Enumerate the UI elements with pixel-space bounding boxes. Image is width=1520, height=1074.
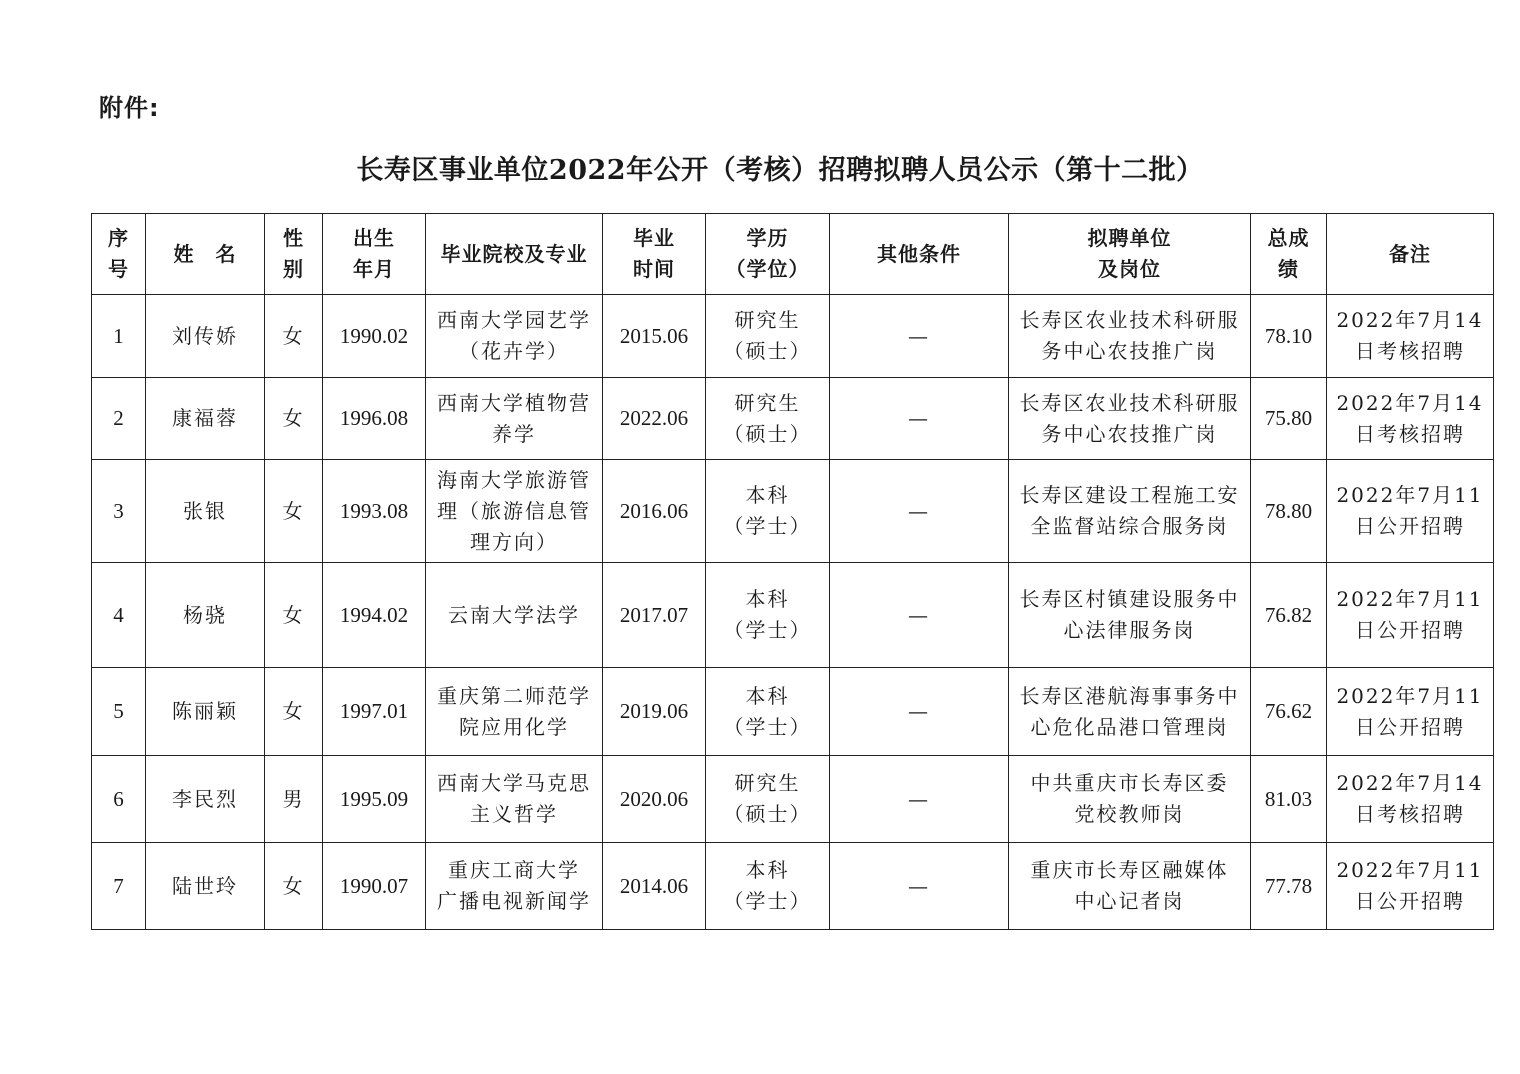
cell-school-line: 重庆第二师范学 bbox=[437, 683, 591, 708]
cell-other: — bbox=[830, 843, 1009, 930]
cell-note bbox=[1327, 843, 1494, 930]
cell-gender: 女 bbox=[265, 843, 323, 930]
cell-education-line: 本科 bbox=[745, 587, 790, 611]
header-name bbox=[146, 214, 265, 295]
header-text: 时间 bbox=[633, 257, 675, 281]
cell-school-line: 广播电视新闻学 bbox=[437, 889, 591, 913]
cell-unit-line: 中心记者岗 bbox=[1074, 889, 1185, 913]
cell-note-line: 日公开招聘 bbox=[1355, 714, 1465, 739]
header-text: 性 bbox=[283, 226, 304, 250]
header-grad-time bbox=[603, 214, 706, 295]
cell-education bbox=[706, 843, 830, 930]
cell-school-line: 西南大学园艺学 bbox=[437, 308, 591, 332]
cell-grad-time: 2022.06 bbox=[603, 378, 706, 460]
cell-gender: 女 bbox=[265, 295, 323, 378]
header-no bbox=[92, 214, 146, 295]
header-text: 总成 bbox=[1267, 226, 1310, 250]
cell-education bbox=[706, 756, 830, 843]
cell-note-line: 2022年7月11 bbox=[1336, 683, 1484, 708]
cell-birth: 1997.01 bbox=[323, 668, 426, 756]
cell-school-line: 西南大学植物营 bbox=[437, 390, 591, 415]
cell-other: — bbox=[830, 756, 1009, 843]
cell-education-line: （学士） bbox=[723, 618, 812, 642]
cell-other: — bbox=[830, 295, 1009, 378]
cell-note bbox=[1327, 668, 1494, 756]
cell-grad-time: 2019.06 bbox=[603, 668, 706, 756]
cell-birth: 1990.02 bbox=[323, 295, 426, 378]
cell-note-line: 2022年7月11 bbox=[1336, 483, 1484, 507]
cell-no: 5 bbox=[92, 668, 146, 756]
cell-note bbox=[1327, 378, 1494, 460]
cell-school-line: 云南大学法学 bbox=[448, 602, 580, 627]
header-text: 学历 bbox=[746, 226, 789, 250]
cell-score: 78.10 bbox=[1251, 295, 1327, 378]
cell-education-line: （硕士） bbox=[723, 339, 812, 363]
header-text: 毕业 bbox=[633, 226, 675, 250]
cell-grad-time: 2020.06 bbox=[603, 756, 706, 843]
header-text: 备注 bbox=[1389, 241, 1431, 266]
cell-no: 1 bbox=[92, 295, 146, 378]
cell-school bbox=[426, 563, 603, 668]
cell-school-line: 院应用化学 bbox=[459, 714, 569, 739]
document-title: 长寿区事业单位2022年公开（考核）招聘拟聘人员公示（第十二批） bbox=[356, 155, 1204, 186]
cell-note-line: 2022年7月11 bbox=[1336, 587, 1484, 611]
cell-other: — bbox=[830, 378, 1009, 460]
cell-unit bbox=[1009, 378, 1251, 460]
header-education bbox=[706, 214, 830, 295]
header-text: 拟聘单位 bbox=[1087, 226, 1172, 250]
cell-unit-line: 长寿区建设工程施工安 bbox=[1019, 483, 1240, 507]
cell-unit bbox=[1009, 295, 1251, 378]
cell-unit bbox=[1009, 756, 1251, 843]
cell-name: 杨骁 bbox=[146, 563, 265, 668]
candidates-table bbox=[91, 213, 1494, 930]
cell-birth: 1995.09 bbox=[323, 756, 426, 843]
cell-grad-time: 2016.06 bbox=[603, 460, 706, 563]
cell-unit-line: 心法律服务岗 bbox=[1063, 618, 1196, 642]
cell-unit bbox=[1009, 668, 1251, 756]
cell-school-line: 主义哲学 bbox=[470, 802, 558, 826]
cell-score: 78.80 bbox=[1251, 460, 1327, 563]
table-row bbox=[92, 460, 1494, 563]
table-row bbox=[92, 295, 1494, 378]
cell-note-line: 日考核招聘 bbox=[1355, 802, 1465, 826]
cell-unit bbox=[1009, 843, 1251, 930]
cell-note bbox=[1327, 295, 1494, 378]
cell-no: 7 bbox=[92, 843, 146, 930]
cell-score: 75.80 bbox=[1251, 378, 1327, 460]
header-score bbox=[1251, 214, 1327, 295]
cell-grad-time: 2017.07 bbox=[603, 563, 706, 668]
cell-unit bbox=[1009, 460, 1251, 563]
cell-education-line: 研究生 bbox=[734, 390, 801, 415]
cell-unit-line: 重庆市长寿区融媒体 bbox=[1030, 858, 1229, 882]
cell-education-line: （学士） bbox=[723, 714, 812, 739]
cell-note-line: 日考核招聘 bbox=[1355, 339, 1465, 363]
header-text: 其他条件 bbox=[877, 241, 961, 266]
cell-education bbox=[706, 295, 830, 378]
cell-birth: 1993.08 bbox=[323, 460, 426, 563]
header-unit bbox=[1009, 214, 1251, 295]
cell-score: 81.03 bbox=[1251, 756, 1327, 843]
cell-unit-line: 务中心农技推广岗 bbox=[1041, 421, 1218, 446]
cell-note-line: 2022年7月14 bbox=[1336, 771, 1484, 795]
cell-grad-time: 2015.06 bbox=[603, 295, 706, 378]
cell-name: 张银 bbox=[146, 460, 265, 563]
cell-gender: 女 bbox=[265, 563, 323, 668]
attachment-label: 附件: bbox=[99, 94, 160, 122]
cell-school-line: （花卉学） bbox=[459, 339, 569, 363]
cell-school-line: 养学 bbox=[492, 421, 536, 446]
cell-note-line: 日公开招聘 bbox=[1355, 889, 1465, 913]
cell-school bbox=[426, 756, 603, 843]
cell-gender: 女 bbox=[265, 378, 323, 460]
table-header-row bbox=[92, 214, 1494, 295]
header-other bbox=[830, 214, 1009, 295]
cell-school bbox=[426, 378, 603, 460]
table-row bbox=[92, 378, 1494, 460]
cell-education bbox=[706, 460, 830, 563]
header-school bbox=[426, 214, 603, 295]
cell-score: 77.78 bbox=[1251, 843, 1327, 930]
cell-school-line: 海南大学旅游管 bbox=[437, 467, 591, 492]
table-row bbox=[92, 843, 1494, 930]
header-text: 年月 bbox=[353, 257, 395, 281]
cell-no: 4 bbox=[92, 563, 146, 668]
cell-name: 李民烈 bbox=[146, 756, 265, 843]
cell-education bbox=[706, 563, 830, 668]
cell-unit-line: 党校教师岗 bbox=[1074, 802, 1185, 826]
header-text: 序 bbox=[108, 226, 129, 250]
cell-unit bbox=[1009, 563, 1251, 668]
cell-name: 康福蓉 bbox=[146, 378, 265, 460]
table-row bbox=[92, 668, 1494, 756]
cell-school-line: 理方向） bbox=[470, 529, 558, 554]
header-birth bbox=[323, 214, 426, 295]
header-text: 姓 名 bbox=[173, 241, 237, 266]
cell-note-line: 2022年7月14 bbox=[1336, 308, 1484, 332]
header-text: 绩 bbox=[1278, 257, 1299, 281]
cell-name: 陈丽颖 bbox=[146, 668, 265, 756]
cell-school bbox=[426, 843, 603, 930]
cell-school bbox=[426, 460, 603, 563]
cell-gender: 女 bbox=[265, 460, 323, 563]
cell-note-line: 日公开招聘 bbox=[1355, 618, 1465, 642]
cell-education-line: （硕士） bbox=[723, 802, 812, 826]
cell-unit-line: 长寿区农业技术科研服 bbox=[1019, 308, 1240, 332]
cell-grad-time: 2014.06 bbox=[603, 843, 706, 930]
header-note bbox=[1327, 214, 1494, 295]
header-text: 及岗位 bbox=[1098, 257, 1161, 281]
cell-birth: 1994.02 bbox=[323, 563, 426, 668]
header-gender bbox=[265, 214, 323, 295]
cell-note bbox=[1327, 756, 1494, 843]
cell-birth: 1996.08 bbox=[323, 378, 426, 460]
cell-note-line: 2022年7月11 bbox=[1336, 858, 1484, 882]
cell-unit-line: 长寿区港航海事事务中 bbox=[1019, 683, 1240, 708]
cell-unit-line: 务中心农技推广岗 bbox=[1041, 339, 1218, 363]
cell-no: 2 bbox=[92, 378, 146, 460]
cell-birth: 1990.07 bbox=[323, 843, 426, 930]
cell-education-line: （学士） bbox=[723, 514, 812, 538]
cell-unit-line: 中共重庆市长寿区委 bbox=[1030, 771, 1229, 795]
cell-note-line: 2022年7月14 bbox=[1336, 390, 1484, 415]
cell-no: 3 bbox=[92, 460, 146, 563]
cell-unit-line: 心危化品港口管理岗 bbox=[1030, 714, 1229, 739]
header-text: 毕业院校及专业 bbox=[440, 241, 588, 266]
cell-unit-line: 长寿区农业技术科研服 bbox=[1019, 390, 1240, 415]
cell-school bbox=[426, 668, 603, 756]
cell-other: — bbox=[830, 668, 1009, 756]
cell-other: — bbox=[830, 460, 1009, 563]
cell-school-line: 重庆工商大学 bbox=[448, 858, 580, 882]
cell-name: 陆世玲 bbox=[146, 843, 265, 930]
cell-gender: 女 bbox=[265, 668, 323, 756]
table-row bbox=[92, 563, 1494, 668]
cell-gender: 男 bbox=[265, 756, 323, 843]
cell-education-line: 本科 bbox=[745, 683, 790, 708]
cell-no: 6 bbox=[92, 756, 146, 843]
cell-education-line: （学士） bbox=[723, 889, 812, 913]
header-text: 出生 bbox=[353, 226, 395, 250]
cell-education bbox=[706, 668, 830, 756]
cell-other: — bbox=[830, 563, 1009, 668]
cell-education-line: 本科 bbox=[745, 483, 790, 507]
cell-score: 76.82 bbox=[1251, 563, 1327, 668]
header-text: 别 bbox=[283, 257, 304, 281]
cell-note bbox=[1327, 460, 1494, 563]
cell-education-line: 研究生 bbox=[734, 771, 801, 795]
cell-note-line: 日公开招聘 bbox=[1355, 514, 1465, 538]
cell-education-line: （硕士） bbox=[723, 421, 812, 446]
cell-note-line: 日考核招聘 bbox=[1355, 421, 1465, 446]
cell-unit-line: 全监督站综合服务岗 bbox=[1030, 514, 1229, 538]
cell-school-line: 理（旅游信息管 bbox=[437, 498, 591, 523]
cell-score: 76.62 bbox=[1251, 668, 1327, 756]
cell-education-line: 本科 bbox=[745, 858, 790, 882]
header-text: 号 bbox=[108, 257, 129, 281]
cell-unit-line: 长寿区村镇建设服务中 bbox=[1019, 587, 1240, 611]
cell-education-line: 研究生 bbox=[734, 308, 801, 332]
table-row bbox=[92, 756, 1494, 843]
cell-school bbox=[426, 295, 603, 378]
header-text: （学位） bbox=[725, 257, 810, 281]
cell-name: 刘传娇 bbox=[146, 295, 265, 378]
cell-education bbox=[706, 378, 830, 460]
cell-note bbox=[1327, 563, 1494, 668]
cell-school-line: 西南大学马克思 bbox=[437, 771, 591, 795]
